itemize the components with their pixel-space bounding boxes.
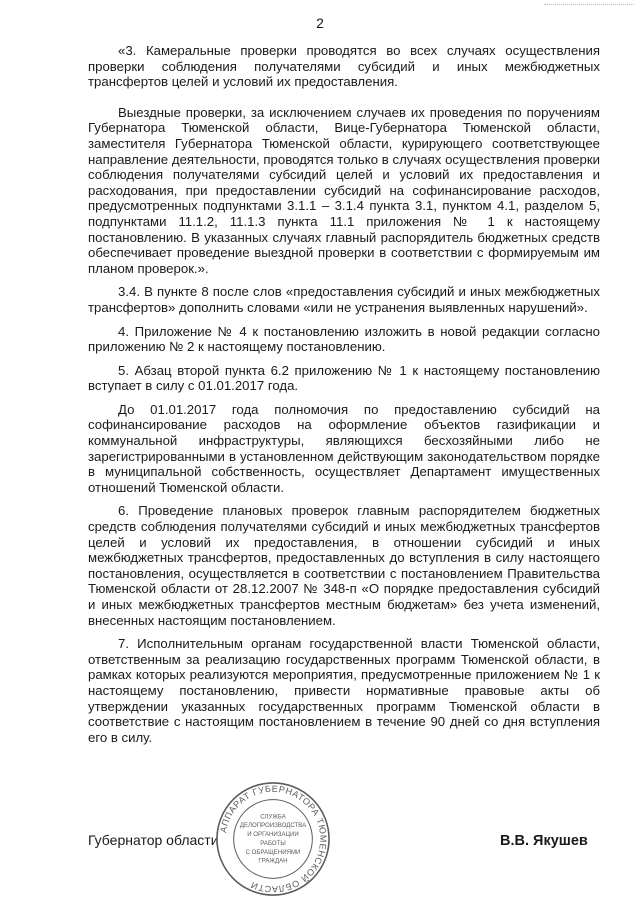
stamp-center-line: И ОРГАНИЗАЦИИ	[247, 831, 299, 839]
stamp-ring-text: АППАРАТ ГУБЕРНАТОРА ТЮМЕНСКОЙ ОБЛАСТИ	[218, 783, 329, 895]
paragraph-item-6: 6. Проведение плановых проверок главным распорядителем бюджетных средств соблюдения получателями субсидий и иных межбюджетных трансфертов целей и условий их предоставления, в отношении субсидий и иных межбюджетных трансфертов, предоставленных до вступления в силу настоящего постановления, осуществляется в соответствии с постановлением Правительства Тюменской области от 28.12.2007 № 348-п «О порядке предоставления субсидий и иных межбюджетных трансфертов местным бюджетам» без учета изменений, внесенных настоящим постановлением.	[88, 503, 600, 628]
paragraph-item-5: 5. Абзац второй пункта 6.2 приложению № 1 к настоящему постановлению вступает в силу с 01.01.2017 года.	[88, 362, 600, 394]
document-body	[88, 43, 600, 753]
paragraph-item-4: 4. Приложение № 4 к постановлению изложить в новой редакции согласно приложению № 2 к настоящему постановлению.	[88, 323, 600, 355]
paragraph-cameral-checks: «3. Камеральные проверки проводятся во всех случаях осуществления проверки соблюдения получателями субсидий и иных межбюджетных трансфертов целей и условий их предоставления.	[88, 43, 600, 90]
paragraph-until-2017: До 01.01.2017 года полномочия по предоставлению субсидий на софинансирование расходов на оформление объектов газификации и коммунальной инфраструктуры, являющихся бесхозяйными либо не зарегистрированными в установленном действующим законодательством порядке в муниципальной собственность, осуществляет Департамент имущественных отношений Тюменской области.	[88, 401, 600, 495]
paragraph-item-3-4: 3.4. В пункте 8 после слов «предоставления субсидий и иных межбюджетных трансфертов» дополнить словами «или не устранения выявленных нарушений».	[88, 284, 600, 315]
stamp-center-line: С ОБРАЩЕНИЯМИ	[245, 848, 301, 856]
paragraph-item-7: 7. Исполнительным органам государственной власти Тюменской области, ответственным за реализацию государственных программ Тюменской области, в рамках которых реализуются мероприятия, предусмотренные приложением № 1 к настоящему постановлению, привести нормативные правовые акты об утверждении указанных государственных программ Тюменской области в соответствие с настоящим постановлением в течение 90 дней со дня вступления его в силу.	[88, 636, 600, 745]
stamp-center-line: ДЕЛОПРОИЗВОДСТВА	[239, 822, 307, 830]
stamp-center-line: РАБОТЫ	[260, 839, 286, 847]
scan-corner-mark	[544, 0, 634, 5]
signature-title: Губернатор области	[88, 832, 219, 848]
page-number: 2	[316, 15, 324, 31]
signatory-name: В.В. Якушев	[500, 833, 588, 849]
stamp-center-line: ГРАЖДАН	[258, 857, 288, 865]
stamp-center-line: СЛУЖБА	[260, 813, 286, 821]
paragraph-onsite-checks: Выездные проверки, за исключением случаев их проведения по поручениям Губернатора Тюменской области, Вице-Губернатора Тюменской области, заместителя Губернатора Тюменской области, курирующего соответствующее направление деятельности, проводятся только в случаях осуществления проверки соблюдения получателями субсидий целей и условий их предоставления и расходования, при предоставлении субсидий на софинансирование расходов, предусмотренных подпунктами 3.1.1 – 3.1.4 пункта 3.1, пунктом 4.1, разделом 5, подпунктами 11.1.2, 11.1.3 пункта 11.1 приложения № 1 к настоящему постановлению. В указанных случаях главный распорядитель бюджетных средств обеспечивает проведение выездной проверки в соответствии с формируемым им планом проверок.».	[88, 104, 600, 276]
official-stamp	[214, 780, 332, 898]
